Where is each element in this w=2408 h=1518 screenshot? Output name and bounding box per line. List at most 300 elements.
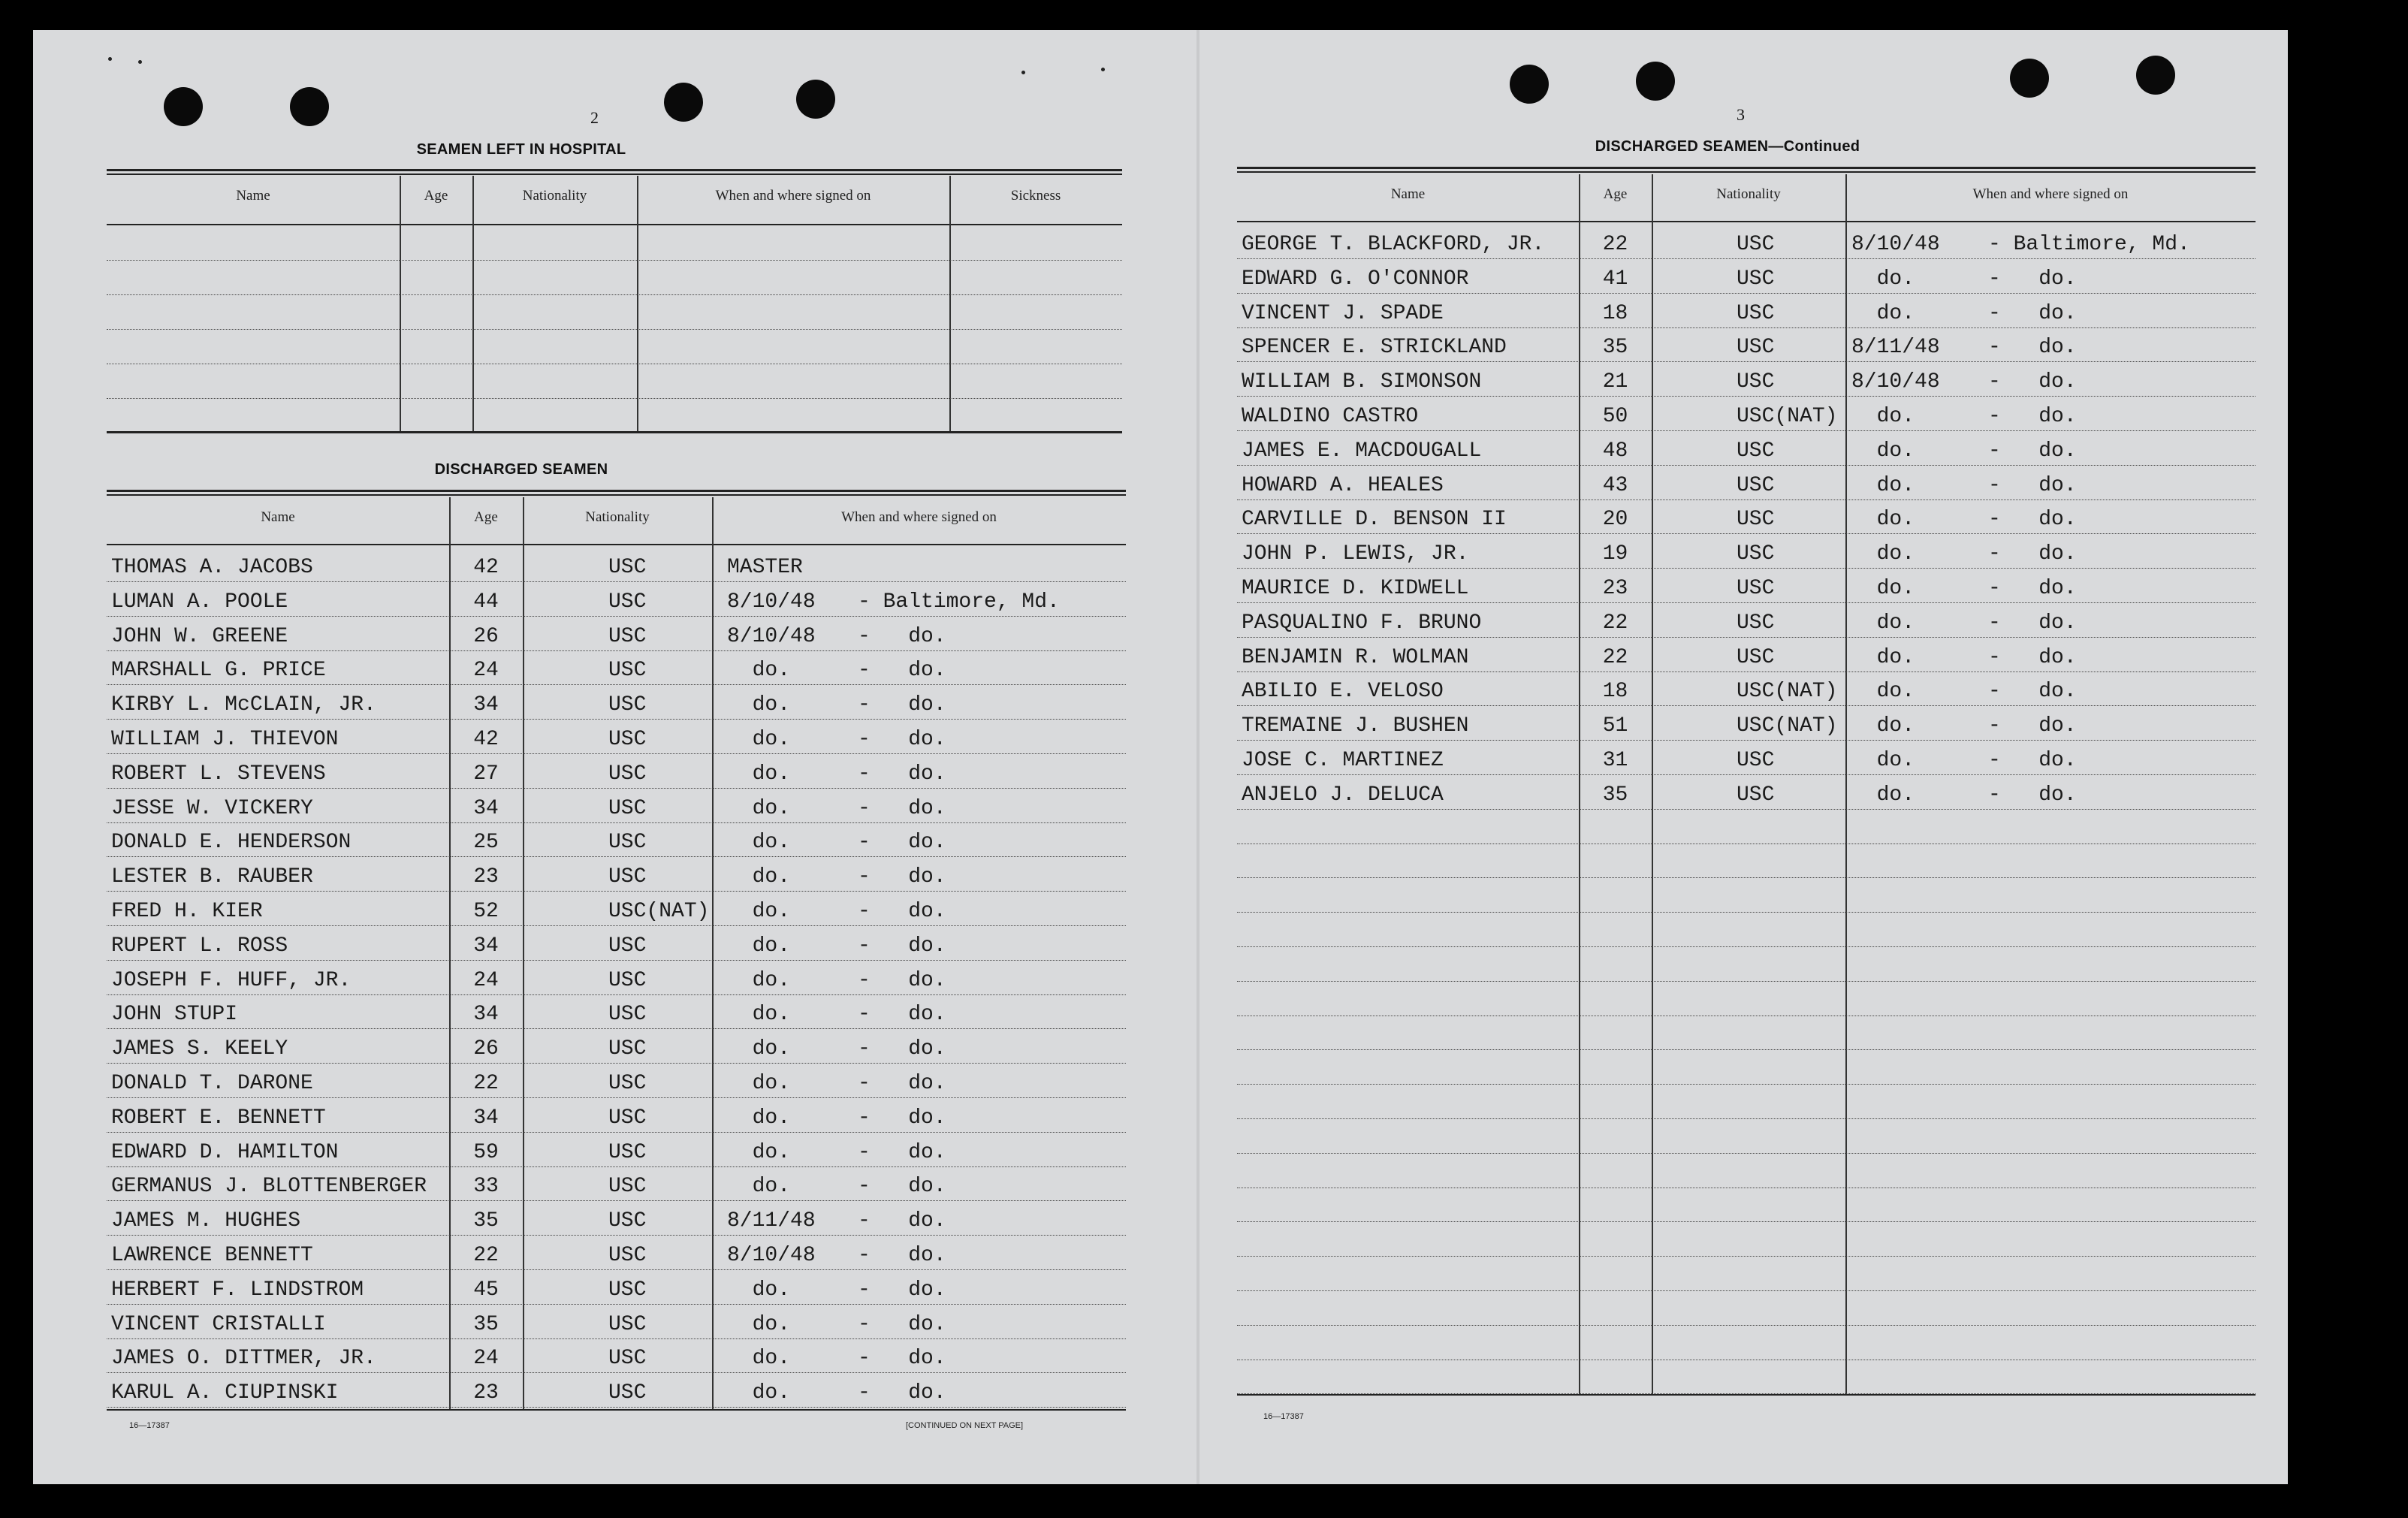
signed-on-place: - do.	[858, 624, 946, 648]
form-number: 16—17387	[129, 1421, 170, 1430]
signed-on-date: do.	[727, 762, 791, 786]
seaman-nationality: USC	[1737, 267, 1775, 291]
seaman-name: LAWRENCE BENNETT	[111, 1244, 313, 1267]
seaman-nationality: USC	[608, 831, 647, 855]
table-top-rule	[107, 174, 1122, 175]
signed-on-place: - do.	[1988, 680, 2077, 704]
seaman-age: 31	[1602, 749, 1628, 772]
signed-on-place: - do.	[1988, 749, 2077, 772]
signed-on-date: 8/11/48	[727, 1209, 816, 1233]
signed-on-place: - do.	[1988, 405, 2077, 428]
seaman-nationality: USC	[608, 762, 647, 786]
seaman-name: WALDINO CASTRO	[1242, 405, 1419, 428]
seaman-nationality: USC	[608, 1312, 647, 1336]
signed-on-place: - Baltimore, Md.	[1988, 233, 2190, 256]
table-row	[107, 1063, 1126, 1098]
seaman-name: JOHN P. LEWIS, JR.	[1242, 542, 1469, 566]
signed-on-place: - do.	[858, 1381, 946, 1405]
seaman-nationality: USC	[1737, 508, 1775, 532]
continued-note: [CONTINUED ON NEXT PAGE]	[906, 1421, 1024, 1430]
seaman-name: ABILIO E. VELOSO	[1242, 680, 1444, 704]
seaman-nationality: USC	[1737, 577, 1775, 600]
seaman-nationality: USC	[608, 1381, 647, 1405]
column-header: Nationality	[522, 188, 587, 204]
seaman-name: HOWARD A. HEALES	[1242, 473, 1444, 497]
punch-hole	[1636, 62, 1675, 101]
signed-on-place: - do.	[858, 1106, 946, 1130]
seaman-age: 33	[473, 1175, 499, 1199]
signed-on-place: - do.	[858, 1312, 946, 1336]
signed-on-place: - do.	[1988, 439, 2077, 463]
table-row	[1237, 396, 2256, 431]
table-row	[107, 719, 1126, 754]
seaman-nationality: USC	[608, 659, 647, 683]
table-row	[107, 581, 1126, 617]
column-header: Name	[1390, 186, 1426, 202]
punch-hole	[664, 83, 703, 122]
signed-on-place: - do.	[858, 1003, 946, 1027]
seaman-age: 42	[473, 556, 499, 579]
column-header: Name	[236, 188, 270, 204]
seaman-name: SPENCER E. STRICKLAND	[1242, 336, 1507, 360]
seaman-nationality: USC(NAT)	[1737, 680, 1838, 704]
signed-on-date: do.	[727, 1072, 791, 1095]
table-row	[1237, 224, 2256, 259]
signed-on-place: - do.	[858, 796, 946, 820]
table-row	[1237, 361, 2256, 397]
signed-on-place: - do.	[858, 934, 946, 958]
seaman-age: 34	[473, 796, 499, 820]
seaman-nationality: USC(NAT)	[1737, 405, 1838, 428]
seaman-name: MARSHALL G. PRICE	[111, 659, 326, 683]
seaman-nationality: USC	[608, 796, 647, 820]
signed-on-date: do.	[727, 968, 791, 992]
seaman-nationality: USC	[608, 590, 647, 614]
seaman-age: 22	[1602, 233, 1628, 256]
punch-hole	[164, 87, 203, 126]
punch-hole	[1510, 65, 1549, 104]
blank-row	[1237, 1049, 2256, 1085]
signed-on-date: do.	[727, 1037, 791, 1061]
seaman-name: KARUL A. CIUPINSKI	[111, 1381, 339, 1405]
signed-on-place	[858, 547, 1124, 581]
signed-on-date: 8/11/48	[1851, 336, 1940, 360]
signed-on-place: - do.	[858, 1140, 946, 1164]
seaman-name: HERBERT F. LINDSTROM	[111, 1278, 364, 1302]
seaman-age: 34	[473, 934, 499, 958]
seaman-name: VINCENT CRISTALLI	[111, 1312, 326, 1336]
seaman-age: 35	[473, 1312, 499, 1336]
seaman-name: LESTER B. RAUBER	[111, 865, 313, 889]
seaman-nationality: USC	[608, 1106, 647, 1130]
table-row	[1237, 705, 2256, 741]
blank-row	[1237, 1221, 2256, 1257]
signed-on-place: - do.	[1988, 473, 2077, 497]
seaman-nationality: USC	[1737, 370, 1775, 394]
table-row	[1237, 465, 2256, 500]
table-top-rule	[1237, 167, 2256, 169]
signed-on-place: - do.	[1988, 611, 2077, 635]
signed-on-place: - do.	[1988, 645, 2077, 669]
table-top-rule	[107, 494, 1126, 496]
table-row	[107, 1132, 1126, 1167]
signed-on-place: - do.	[858, 1244, 946, 1267]
blank-row	[1237, 1290, 2256, 1326]
seaman-name: JAMES M. HUGHES	[111, 1209, 301, 1233]
seaman-name: CARVILLE D. BENSON II	[1242, 508, 1507, 532]
signed-on-date: 8/10/48	[727, 590, 816, 614]
seaman-nationality: USC	[608, 556, 647, 579]
seaman-name: JESSE W. VICKERY	[111, 796, 313, 820]
blank-row	[107, 294, 1122, 330]
punch-hole	[2010, 59, 2049, 98]
signed-on-date: do.	[1851, 267, 1915, 291]
seaman-nationality: USC	[608, 934, 647, 958]
seaman-nationality: USC	[608, 1072, 647, 1095]
seaman-age: 21	[1602, 370, 1628, 394]
signed-on-date: 8/10/48	[727, 1244, 816, 1267]
signed-on-date: do.	[727, 831, 791, 855]
seaman-nationality: USC	[1737, 542, 1775, 566]
seaman-age: 34	[473, 1106, 499, 1130]
column-header: Nationality	[585, 509, 650, 525]
seaman-age: 50	[1602, 405, 1628, 428]
seaman-age: 48	[1602, 439, 1628, 463]
signed-on-date: do.	[727, 1347, 791, 1371]
table-row	[107, 1235, 1126, 1270]
signed-on-date: do.	[1851, 473, 1915, 497]
table-row	[1237, 568, 2256, 603]
blank-row	[1237, 1015, 2256, 1050]
seaman-name: KIRBY L. McCLAIN, JR.	[111, 693, 376, 717]
form-number: 16—17387	[1263, 1412, 1304, 1421]
seaman-nationality: USC	[1737, 645, 1775, 669]
signed-on-date: do.	[1851, 542, 1915, 566]
blank-row	[107, 364, 1122, 399]
blank-row	[1237, 1187, 2256, 1222]
signed-on-place: - Baltimore, Md.	[858, 590, 1060, 614]
discharged-continued-title: DISCHARGED SEAMEN—Continued	[1595, 138, 1860, 155]
signed-on-place: - do.	[1988, 267, 2077, 291]
signed-on-date: do.	[727, 1106, 791, 1130]
seaman-name: WILLIAM B. SIMONSON	[1242, 370, 1482, 394]
seaman-age: 23	[1602, 577, 1628, 600]
signed-on-place: - do.	[858, 659, 946, 683]
signed-on-date: do.	[727, 693, 791, 717]
signed-on-place: - do.	[858, 1175, 946, 1199]
table-row	[107, 1200, 1126, 1236]
speck	[138, 60, 142, 64]
seaman-age: 35	[1602, 336, 1628, 360]
column-header: When and where signed on	[841, 509, 997, 525]
table-row	[107, 753, 1126, 789]
blank-row	[1237, 809, 2256, 844]
signed-on-date: do.	[727, 934, 791, 958]
table-row	[1237, 258, 2256, 294]
seaman-nationality: USC	[1737, 439, 1775, 463]
seaman-age: 34	[473, 1003, 499, 1027]
seaman-name: FRED H. KIER	[111, 900, 263, 923]
signed-on-place: - do.	[858, 1209, 946, 1233]
seaman-age: 26	[473, 624, 499, 648]
table-row	[107, 822, 1126, 857]
signed-on-date: do.	[727, 659, 791, 683]
table-row	[107, 547, 1126, 582]
header-rule	[1237, 221, 2256, 222]
seaman-nationality: USC(NAT)	[608, 900, 710, 923]
seaman-nationality: USC	[1737, 233, 1775, 256]
table-row	[107, 788, 1126, 823]
table-row	[1237, 327, 2256, 362]
blank-row	[1237, 1325, 2256, 1360]
seaman-nationality: USC	[1737, 749, 1775, 772]
seaman-nationality: USC	[608, 865, 647, 889]
seaman-nationality: USC	[1737, 301, 1775, 325]
seaman-name: JAMES O. DITTMER, JR.	[111, 1347, 376, 1371]
signed-on-place: - do.	[858, 1347, 946, 1371]
seaman-nationality: USC	[608, 1278, 647, 1302]
table-row	[107, 960, 1126, 995]
signed-on-date: do.	[727, 728, 791, 751]
signed-on-date: 8/10/48	[727, 624, 816, 648]
table-row	[1237, 602, 2256, 638]
seaman-name: JOSE C. MARTINEZ	[1242, 749, 1444, 772]
table-row	[107, 994, 1126, 1029]
seaman-age: 52	[473, 900, 499, 923]
table-row	[1237, 671, 2256, 706]
signed-on-place: - do.	[858, 1278, 946, 1302]
blank-row	[1237, 912, 2256, 947]
seaman-age: 24	[473, 1347, 499, 1371]
seaman-name: JOSEPH F. HUFF, JR.	[111, 968, 352, 992]
table-row	[107, 1097, 1126, 1133]
seaman-name: DONALD E. HENDERSON	[111, 831, 352, 855]
signed-on-date: do.	[727, 1140, 791, 1164]
speck	[1021, 71, 1025, 74]
table-row	[107, 925, 1126, 961]
column-header: Name	[261, 509, 295, 525]
signed-on-date: do.	[727, 865, 791, 889]
table-row	[1237, 774, 2256, 810]
seaman-age: 22	[1602, 611, 1628, 635]
blank-row	[1237, 1084, 2256, 1119]
seaman-nationality: USC	[1737, 611, 1775, 635]
signed-on-date: do.	[1851, 611, 1915, 635]
table-top-rule	[1237, 171, 2256, 173]
signed-on-place: - do.	[858, 968, 946, 992]
table-row	[107, 684, 1126, 720]
signed-on-place: - do.	[1988, 577, 2077, 600]
blank-row	[1237, 981, 2256, 1016]
column-header: Sickness	[1010, 188, 1061, 204]
signed-on-date: do.	[1851, 680, 1915, 704]
seaman-name: ANJELO J. DELUCA	[1242, 783, 1444, 807]
seaman-nationality: USC	[1737, 783, 1775, 807]
discharged-section-title: DISCHARGED SEAMEN	[434, 461, 608, 478]
seaman-name: DONALD T. DARONE	[111, 1072, 313, 1095]
seaman-nationality: USC	[608, 1244, 647, 1267]
ledger-sheet	[33, 30, 2288, 1484]
blank-row	[107, 260, 1122, 295]
seaman-name: EDWARD G. O'CONNOR	[1242, 267, 1469, 291]
seaman-age: 20	[1602, 508, 1628, 532]
blank-row	[107, 329, 1122, 364]
signed-on-place: - do.	[1988, 301, 2077, 325]
seaman-age: 24	[473, 659, 499, 683]
seaman-name: JOHN STUPI	[111, 1003, 238, 1027]
punch-hole	[290, 87, 329, 126]
signed-on-date: do.	[1851, 508, 1915, 532]
table-row	[107, 1269, 1126, 1305]
signed-on-place: - do.	[858, 900, 946, 923]
seaman-age: 23	[473, 1381, 499, 1405]
blank-row	[1237, 1153, 2256, 1188]
signed-on-place: - do.	[1988, 542, 2077, 566]
signed-on-date: do.	[727, 1175, 791, 1199]
blank-row	[1237, 877, 2256, 913]
seaman-name: PASQUALINO F. BRUNO	[1242, 611, 1482, 635]
signed-on-place: - do.	[1988, 783, 2077, 807]
table-row	[1237, 430, 2256, 466]
signed-on-date: do.	[1851, 405, 1915, 428]
table-bottom-rule	[1237, 1394, 2256, 1396]
signed-on-date: MASTER	[727, 556, 803, 579]
seaman-age: 44	[473, 590, 499, 614]
seaman-name: WILLIAM J. THIEVON	[111, 728, 339, 751]
signed-on-date: do.	[727, 1381, 791, 1405]
signed-on-date: do.	[1851, 645, 1915, 669]
seaman-age: 24	[473, 968, 499, 992]
blank-row	[107, 225, 1122, 261]
column-header: Age	[474, 509, 498, 525]
seaman-name: ROBERT L. STEVENS	[111, 762, 326, 786]
signed-on-date: do.	[727, 1312, 791, 1336]
signed-on-place: - do.	[858, 693, 946, 717]
table-top-rule	[107, 490, 1126, 492]
signed-on-place: - do.	[858, 1037, 946, 1061]
signed-on-date: do.	[727, 1003, 791, 1027]
signed-on-date: do.	[1851, 783, 1915, 807]
seaman-nationality: USC	[608, 1003, 647, 1027]
seaman-age: 23	[473, 865, 499, 889]
table-row	[107, 650, 1126, 685]
seaman-age: 34	[473, 693, 499, 717]
seaman-nationality: USC	[608, 728, 647, 751]
seaman-age: 45	[473, 1278, 499, 1302]
blank-row	[1237, 1256, 2256, 1291]
blank-row	[1237, 1359, 2256, 1394]
table-row	[107, 891, 1126, 926]
table-bottom-rule	[107, 431, 1122, 433]
signed-on-date: do.	[1851, 714, 1915, 738]
seaman-nationality: USC	[608, 693, 647, 717]
seaman-age: 18	[1602, 680, 1628, 704]
signed-on-date: do.	[1851, 439, 1915, 463]
signed-on-place: - do.	[858, 728, 946, 751]
seaman-age: 22	[473, 1244, 499, 1267]
seaman-nationality: USC	[608, 1175, 647, 1199]
signed-on-date: do.	[1851, 577, 1915, 600]
hospital-section-title: SEAMEN LEFT IN HOSPITAL	[416, 141, 626, 158]
table-row	[107, 1372, 1126, 1408]
seaman-age: 43	[1602, 473, 1628, 497]
speck	[1101, 68, 1105, 71]
seaman-age: 42	[473, 728, 499, 751]
seaman-name: GERMANUS J. BLOTTENBERGER	[111, 1175, 427, 1199]
signed-on-date: do.	[727, 796, 791, 820]
signed-on-place: - do.	[858, 1072, 946, 1095]
signed-on-date: 8/10/48	[1851, 370, 1940, 394]
seaman-nationality: USC	[608, 1037, 647, 1061]
signed-on-date: do.	[727, 900, 791, 923]
seaman-name: ROBERT E. BENNETT	[111, 1106, 326, 1130]
table-row	[107, 1304, 1126, 1339]
seaman-nationality: USC	[608, 968, 647, 992]
seaman-age: 25	[473, 831, 499, 855]
seaman-nationality: USC	[608, 624, 647, 648]
page-number: 3	[1737, 105, 1745, 124]
column-header: Age	[424, 188, 448, 204]
signed-on-place: - do.	[858, 831, 946, 855]
signed-on-place: - do.	[1988, 336, 2077, 360]
seaman-age: 51	[1602, 714, 1628, 738]
signed-on-date: do.	[727, 1278, 791, 1302]
seaman-name: JOHN W. GREENE	[111, 624, 288, 648]
seaman-name: THOMAS A. JACOBS	[111, 556, 313, 579]
seaman-age: 35	[473, 1209, 499, 1233]
seaman-nationality: USC	[1737, 336, 1775, 360]
column-header: When and where signed on	[1972, 186, 2129, 202]
seaman-name: RUPERT L. ROSS	[111, 934, 288, 958]
seaman-nationality: USC	[608, 1347, 647, 1371]
column-header: Nationality	[1716, 186, 1781, 202]
blank-row	[1237, 946, 2256, 982]
seaman-age: 18	[1602, 301, 1628, 325]
signed-on-date: do.	[1851, 749, 1915, 772]
seaman-nationality: USC	[608, 1209, 647, 1233]
table-row	[107, 1338, 1126, 1373]
table-row	[107, 1028, 1126, 1064]
column-header: Age	[1603, 186, 1628, 202]
seaman-age: 22	[1602, 645, 1628, 669]
seaman-name: JAMES E. MACDOUGALL	[1242, 439, 1482, 463]
signed-on-place: - do.	[1988, 370, 2077, 394]
table-row	[1237, 533, 2256, 569]
seaman-name: MAURICE D. KIDWELL	[1242, 577, 1469, 600]
blank-row	[1237, 1118, 2256, 1154]
signed-on-date: 8/10/48	[1851, 233, 1940, 256]
seaman-name: BENJAMIN R. WOLMAN	[1242, 645, 1469, 669]
seaman-name: GEORGE T. BLACKFORD, JR.	[1242, 233, 1545, 256]
seaman-age: 22	[473, 1072, 499, 1095]
seaman-name: JAMES S. KEELY	[111, 1037, 288, 1061]
seaman-name: LUMAN A. POOLE	[111, 590, 288, 614]
seaman-name: VINCENT J. SPADE	[1242, 301, 1444, 325]
punch-hole	[796, 80, 835, 119]
signed-on-place: - do.	[1988, 508, 2077, 532]
header-rule	[107, 544, 1126, 545]
table-row	[1237, 740, 2256, 775]
seaman-age: 41	[1602, 267, 1628, 291]
seaman-nationality: USC(NAT)	[1737, 714, 1838, 738]
table-bottom-rule	[107, 1409, 1126, 1411]
table-row	[1237, 293, 2256, 328]
table-row	[107, 1166, 1126, 1201]
seaman-age: 19	[1602, 542, 1628, 566]
signed-on-place: - do.	[1988, 714, 2077, 738]
page-fold	[1196, 30, 1199, 1484]
seaman-age: 26	[473, 1037, 499, 1061]
